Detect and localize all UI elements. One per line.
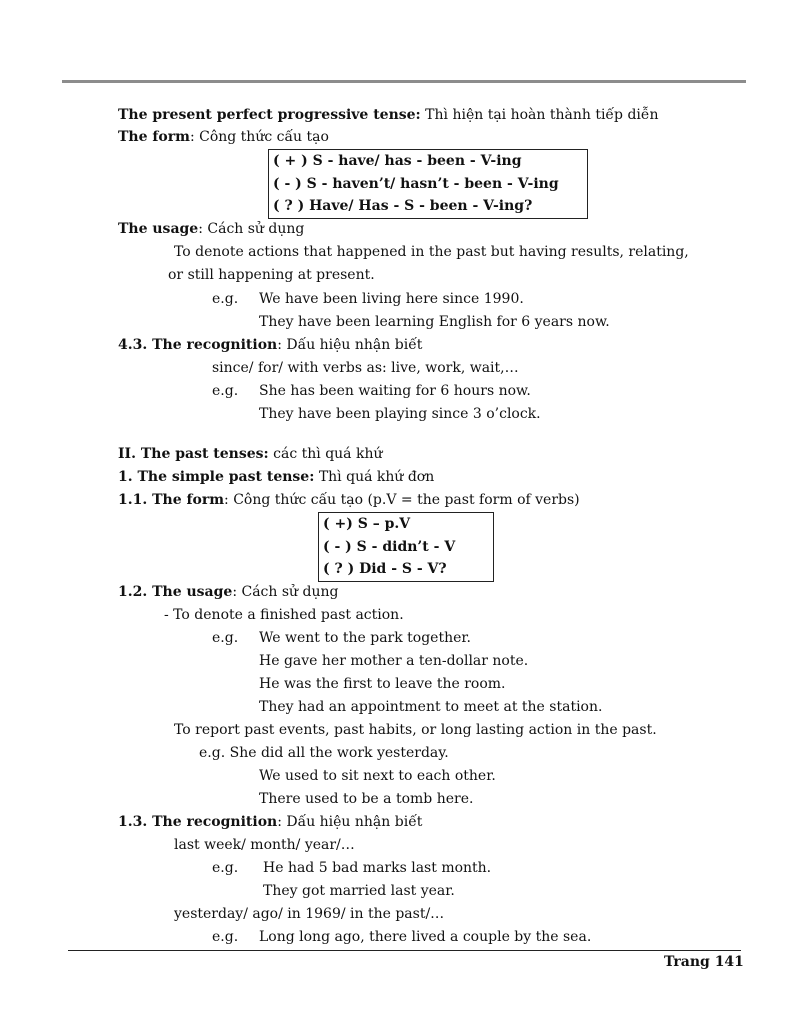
- s2-example-2: He gave her mother a ten-dollar note.: [259, 653, 529, 669]
- formula-positive: ( +) S – p.V: [323, 516, 411, 532]
- s2-example-4: They had an appointment to meet at the station.: [259, 699, 603, 715]
- s1-example-3: e.g. She has been waiting for 6 hours now.: [212, 383, 531, 399]
- s2-example-5: e.g. She did all the work yesterday.: [199, 745, 449, 761]
- formula-negative: ( - ) S - haven’t/ hasn’t - been - V-ing: [273, 175, 559, 192]
- s1-form-label: The form: Công thức cấu tạo: [118, 129, 329, 145]
- s2-example-10: e.g. Long long ago, there lived a couple by the sea.: [212, 929, 592, 945]
- s2-form-label: 1.1. The form: Công thức cấu tạo (p.V = the past form of verbs): [118, 492, 580, 508]
- s2-example-9: They got married last year.: [263, 883, 455, 899]
- s2-recognition-text-2: yesterday/ ago/ in 1969/ in the past/…: [174, 906, 445, 922]
- s1-usage-label: The usage: Cách sử dụng: [118, 221, 305, 237]
- header-rule: [62, 80, 746, 83]
- formula-question: ( ? ) Have/ Has - S - been - V-ing?: [273, 198, 533, 214]
- s2-recognition-text-1: last week/ month/ year/…: [174, 837, 355, 853]
- s1-example-1: e.g. We have been living here since 1990.: [212, 291, 524, 307]
- s2-formula-box: [318, 512, 494, 582]
- s2-subheading: 1. The simple past tense: Thì quá khứ đơn: [118, 469, 435, 485]
- s2-heading: II. The past tenses: các thì quá khứ: [118, 446, 383, 462]
- page-number: Trang 141: [664, 954, 744, 970]
- formula-negative: ( - ) S - didn’t - V: [323, 538, 456, 555]
- s2-usage-text-1: - To denote a finished past action.: [164, 607, 404, 623]
- s2-example-3: He was the first to leave the room.: [259, 676, 506, 692]
- s1-recognition-label: 4.3. The recognition: Dấu hiệu nhận biết: [118, 337, 423, 353]
- s1-recognition-text: since/ for/ with verbs as: live, work, wait,…: [212, 360, 519, 376]
- s2-usage-text-2: To report past events, past habits, or long lasting action in the past.: [174, 722, 657, 738]
- formula-positive: ( + ) S - have/ has - been - V-ing: [273, 153, 522, 169]
- formula-question: ( ? ) Did - S - V?: [323, 561, 447, 577]
- s1-example-4: They have been playing since 3 o’clock.: [259, 406, 541, 422]
- s1-example-2: They have been learning English for 6 years now.: [259, 314, 610, 330]
- s1-usage-text-2: or still happening at present.: [168, 267, 375, 283]
- s1-title: The present perfect progressive tense: Thì hiện tại hoàn thành tiếp diễn: [118, 107, 659, 123]
- s1-usage-text-1: To denote actions that happened in the past but having results, relating,: [174, 244, 689, 260]
- s2-example-8: e.g. He had 5 bad marks last month.: [212, 860, 492, 876]
- s2-usage-label: 1.2. The usage: Cách sử dụng: [118, 584, 339, 600]
- footer-rule: [68, 950, 741, 951]
- s1-formula-box: [268, 149, 588, 219]
- s2-recognition-label: 1.3. The recognition: Dấu hiệu nhận biết: [118, 814, 423, 830]
- s2-example-1: e.g. We went to the park together.: [212, 630, 471, 646]
- s2-example-6: We used to sit next to each other.: [259, 768, 496, 784]
- s2-example-7: There used to be a tomb here.: [259, 791, 474, 807]
